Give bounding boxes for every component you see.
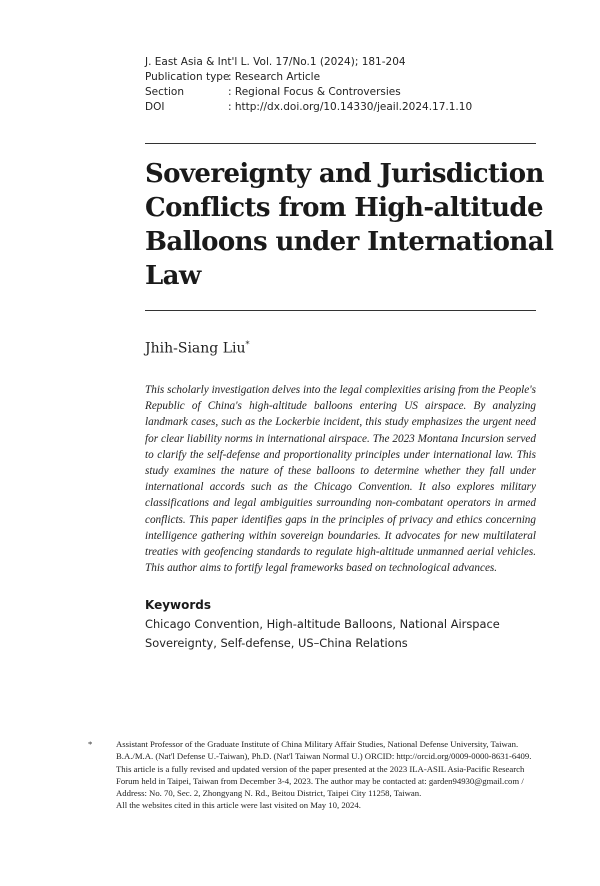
author-footnote — [88, 738, 536, 812]
journal-citation: J. East Asia & Int'l L. Vol. 17/No.1 (2024); 181-204 — [145, 56, 406, 68]
section-row — [145, 85, 472, 100]
keywords-heading: Keywords — [145, 598, 212, 612]
footnote-line: Forum held in Taipei, Taiwan from December 3-4, 2023. The author may be contacted at: garden94930@gmail.com / — [116, 775, 524, 786]
keywords-list: Chicago Convention, High-altitude Balloons, National Airspace Sovereignty, Self-defense, US–China Relations — [145, 617, 500, 650]
publication-type-label: Publication type — [145, 71, 230, 83]
abstract: This scholarly investigation delves into the legal complexities arising from the People's Republic of China's high-altitude balloons entering US airspace. By analyzing landmark cases, such as the Lockerbie incident, this study emphasizes the urgent need for clear liability norms in international airspace. The 2023 Montana Incursion served to clarify the self-defense and proportionality principles under international law. This study examines the nature of these balloons to determine whether they fall under international accords such as the Chicago Convention. It also explores military classifications and legal ambiguities surrounding non-combatant operators in armed conflicts. This paper identifies gaps in the principles of privacy and ethics concerning intelligence gathering within sovereign boundaries. It advocates for new multilateral treaties with geofencing standards to regulate high-altitude unmanned aerial vehicles. This author aims to fortify legal frameworks based on technological advances. — [145, 384, 536, 575]
doi-label: DOI — [145, 101, 165, 113]
footnote-line: This article is a fully revised and updated version of the paper presented at the 2023 ILA-ASIL Asia-Pacific Research — [116, 763, 525, 774]
footnote-marker: * — [88, 739, 93, 749]
section-label: Section — [145, 86, 185, 98]
author-name: Jhih-Siang Liu — [145, 340, 246, 357]
doi-value: : http://dx.doi.org/10.14330/jeail.2024.17.1.10 — [228, 101, 473, 113]
title-top-rule — [145, 143, 536, 144]
footnote-text — [116, 738, 536, 812]
footnote-line: All the websites cited in this article were last visited on May 10, 2024. — [116, 800, 361, 811]
article-title: Sovereignty and Jurisdiction Conflicts from High-altitude Balloons under International Law — [145, 159, 554, 291]
doi-row — [145, 100, 472, 115]
author-line — [145, 340, 250, 357]
footnote-line: Address: No. 70, Sec. 2, Zhongyang N. Rd., Beitou District, Taipei City 11258, Taiwan. — [116, 788, 422, 799]
publication-type-value: : Research Article — [228, 71, 321, 83]
footnote-line: Assistant Professor of the Graduate Institute of China Military Affair Studies, National Defense University, Taiwan. — [116, 739, 519, 749]
author-footnote-marker: * — [245, 340, 250, 349]
article-metadata — [145, 55, 472, 115]
footnote-line: B.A./M.A. (Nat'l Defense U.-Taiwan), Ph.D. (Nat'l Taiwan Normal U.) ORCID: http://orcid.org/0009-0000-8631-6409. — [116, 751, 532, 762]
title-bottom-rule — [145, 310, 536, 311]
section-value: : Regional Focus & Controversies — [228, 86, 401, 98]
publication-type-row — [145, 70, 472, 85]
